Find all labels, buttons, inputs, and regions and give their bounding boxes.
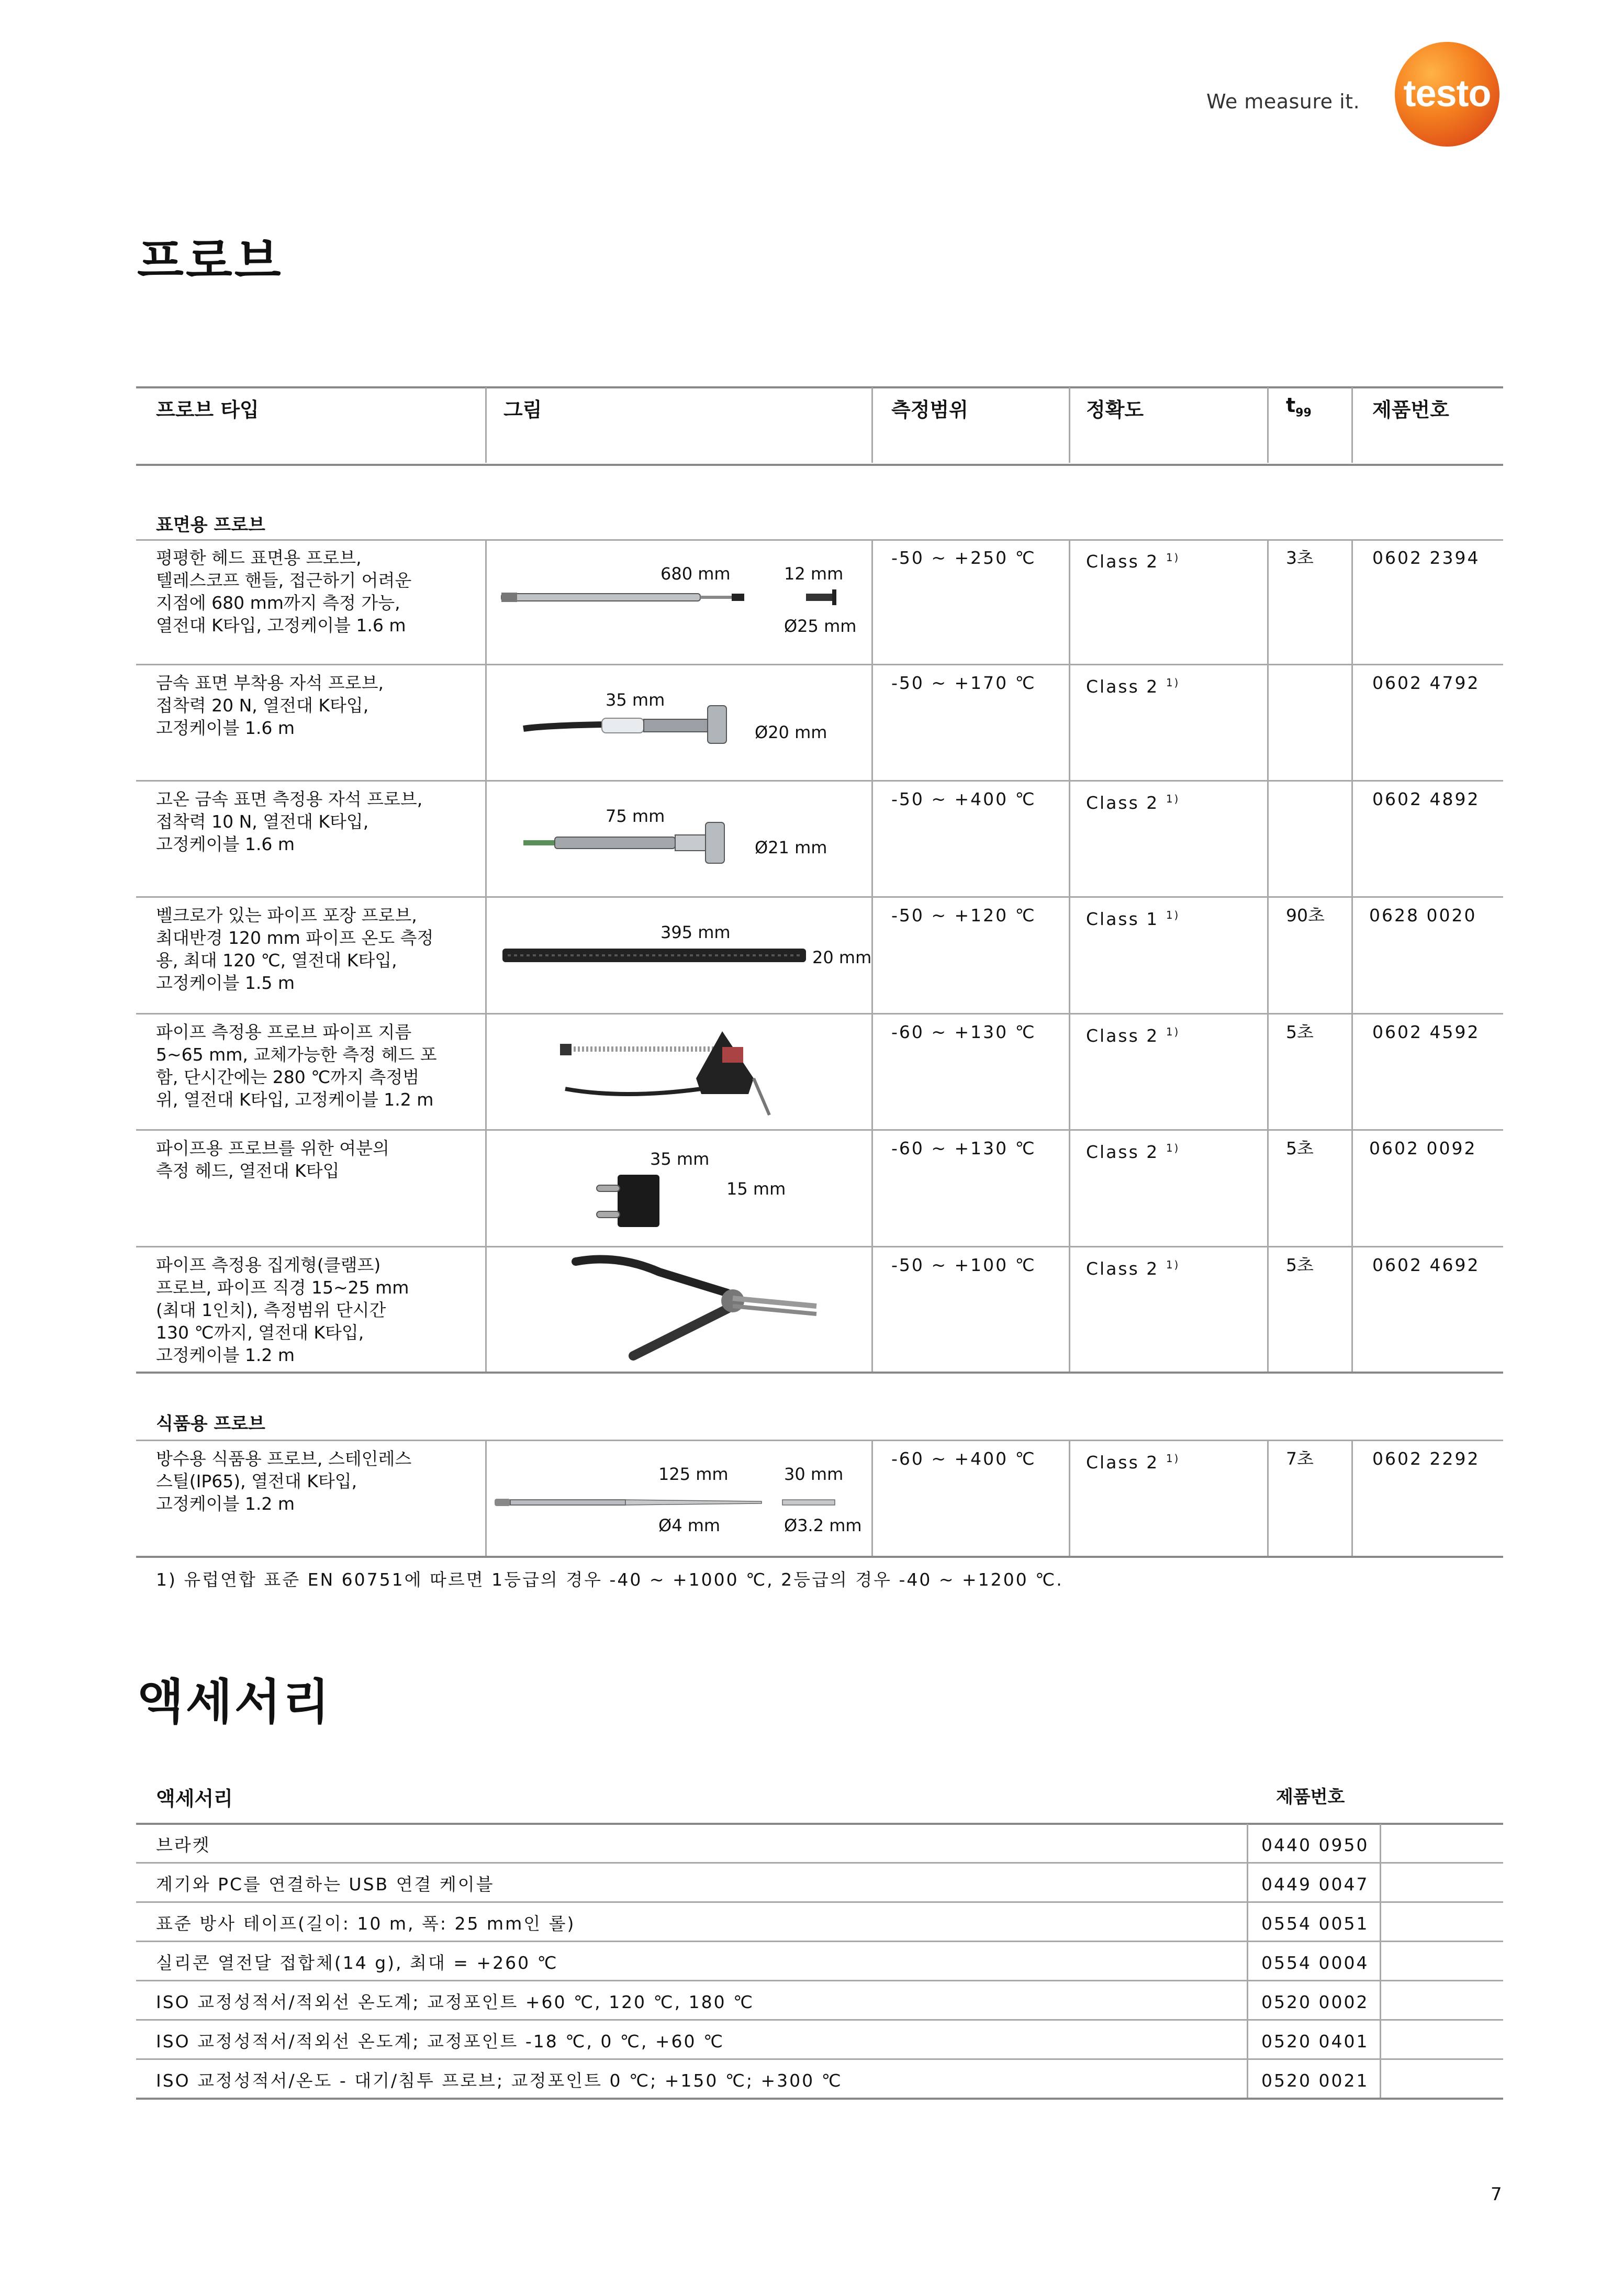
probes-footnote: 1) 유럽연합 표준 EN 60751에 따르면 1등급의 경우 -40 ~ +1000 ℃, 2등급의 경우 -40 ~ +1200 ℃. — [156, 1569, 1064, 1590]
table-row: 금속 표면 부착용 자석 프로브, 접착력 20 N, 열전대 K타입, 고정케이블 1.6 m — [156, 673, 384, 738]
probe-image-spare-head — [597, 1173, 686, 1230]
list-item: 브라켓 — [156, 1835, 211, 1855]
probe-image-magnetic-2 — [523, 819, 743, 866]
group-food: 식품용 프로브 — [156, 1413, 265, 1434]
list-item: 계기와 PC를 연결하는 USB 연결 케이블 — [156, 1874, 495, 1894]
list-item: ISO 교정성적서/적외선 온도계; 교정포인트 +60 ℃, 120 ℃, 180 ℃ — [156, 1992, 755, 2012]
table-row: 고온 금속 표면 측정용 자석 프로브, 접착력 10 N, 열전대 K타입, 고정케이블 1.6 m — [156, 789, 423, 854]
probe-image-clamp — [570, 1256, 832, 1361]
col-header-part: 제품번호 — [1372, 398, 1449, 421]
table-row: 파이프 측정용 집게형(클램프) 프로브, 파이프 직경 15~25 mm (최대 1인치), 측정범위 단시간 130 ℃까지, 열전대 K타입, 고정케이블 1.2 m — [156, 1255, 409, 1365]
list-item: ISO 교정성적서/온도 - 대기/침투 프로브; 교정포인트 0 ℃; +150 ℃; +300 ℃ — [156, 2070, 843, 2091]
table-top-rule — [136, 386, 1503, 388]
probe-image-velcro — [502, 942, 816, 968]
acc-col-part: 제품번호 — [1276, 1787, 1345, 1808]
probes-title: 프로브 — [137, 233, 283, 289]
col-header-picture: 그림 — [503, 398, 542, 421]
table-row: 벨크로가 있는 파이프 포장 프로브, 최대반경 120 mm 파이프 온도 측정 용, 최대 120 ℃, 열전대 K타입, 고정케이블 1.5 m — [156, 905, 434, 993]
col-header-accuracy: 정확도 — [1086, 398, 1144, 421]
list-item: 표준 방사 테이프(길이: 10 m, 폭: 25 mm인 롤) — [156, 1913, 576, 1934]
col-header-range: 측정범위 — [891, 398, 968, 421]
list-item: ISO 교정성적서/적외선 온도계; 교정포인트 -18 ℃, 0 ℃, +60 ℃ — [156, 2031, 725, 2052]
tagline: We measure it. — [1206, 90, 1360, 113]
list-item: 실리콘 열전달 접합체(14 g), 최대 = +260 ℃ — [156, 1953, 558, 1973]
logo-text: testo — [1403, 73, 1491, 115]
col-header-t99: $t_{99}$ — [1286, 394, 1312, 420]
page-number: 7 — [1491, 2184, 1502, 2205]
group-surface: 표면용 프로브 — [156, 515, 265, 536]
col-header-type: 프로브 타입 — [156, 398, 259, 421]
probe-image-telescopic — [497, 581, 864, 618]
table-row: 방수용 식품용 프로브, 스테인레스 스틸(IP65), 열전대 K타입, 고정케이블 1.2 m — [156, 1448, 412, 1514]
table-row: 파이프용 프로브를 위한 여분의 측정 헤드, 열전대 K타입 — [156, 1138, 389, 1181]
acc-col-name: 액세서리 — [156, 1787, 233, 1810]
probe-image-pipe — [560, 1026, 780, 1131]
table-row: 파이프 측정용 프로브 파이프 지름 5~65 mm, 교체가능한 측정 헤드 포 함, 단시간에는 280 ℃까지 측정범 위, 열전대 K타입, 고정케이블 1.2 m — [156, 1022, 437, 1110]
header-bottom-rule — [136, 464, 1503, 466]
table-row: 평평한 헤드 표면용 프로브, 텔레스코프 핸들, 접근하기 어려운 지점에 680 mm까지 측정 가능, 열전대 K타입, 고정케이블 1.6 m — [156, 548, 412, 636]
testo-logo — [1395, 42, 1499, 147]
accessories-title: 액세서리 — [137, 1674, 332, 1730]
probe-image-food — [495, 1495, 861, 1510]
